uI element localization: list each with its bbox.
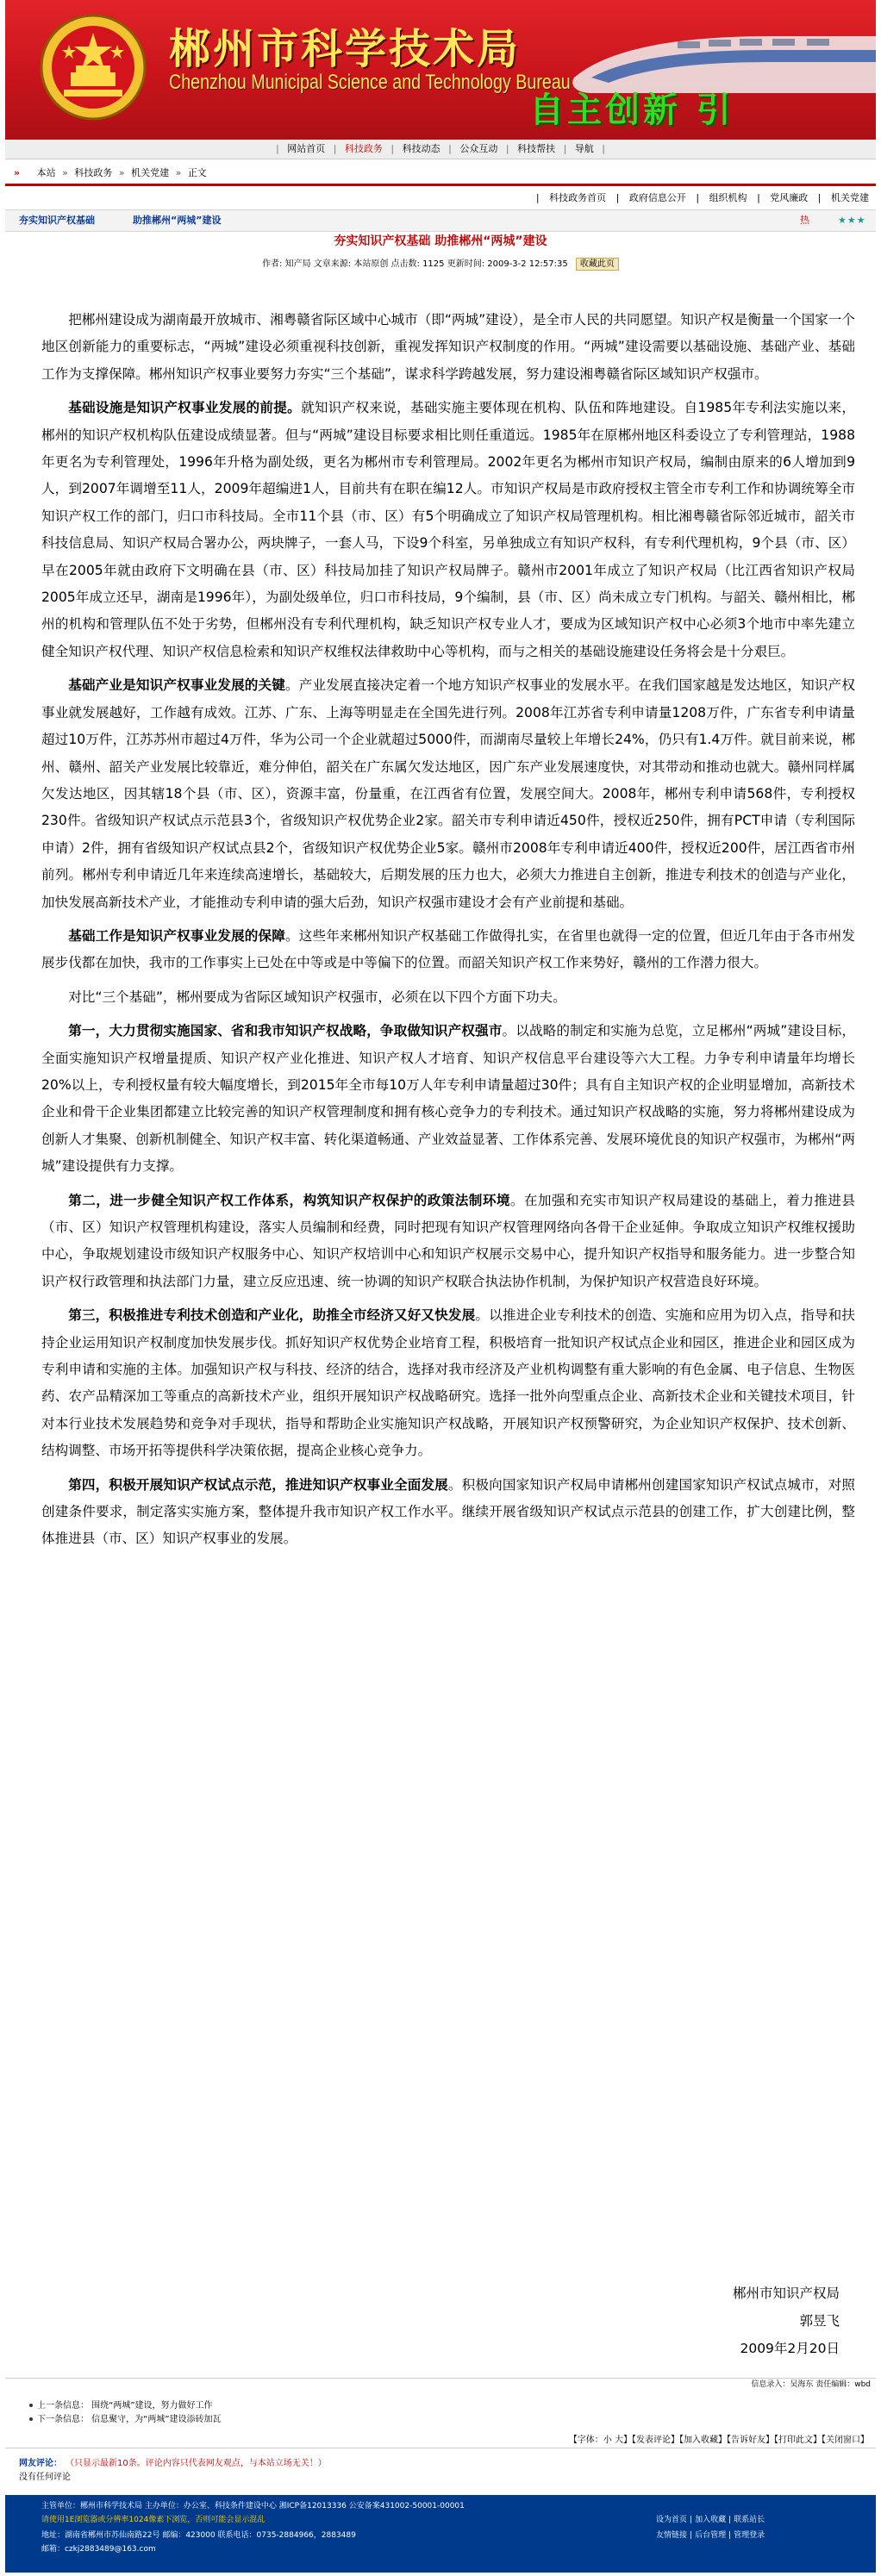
bullet-icon (29, 2404, 33, 2407)
add-favorite-link[interactable]: 加入收藏 (695, 2516, 727, 2524)
subnav-item-integrity[interactable]: 党风廉政 (770, 192, 809, 203)
nav-separator: | (333, 143, 337, 154)
signature-date: 2009年2月20日 (740, 2341, 840, 2356)
comment-empty-text: 没有任何评论 (19, 2473, 71, 2482)
article-body (41, 307, 855, 1560)
nav-item-navigation[interactable]: 导航 (574, 143, 594, 154)
nav-separator: | (563, 143, 567, 154)
breadcrumb-party-building[interactable]: 机关党建 (131, 167, 170, 178)
article-title: 夯实知识产权基础 助推郴州“两城”建设 (334, 234, 547, 248)
comment-area (5, 2458, 876, 2489)
nav-separator: | (757, 192, 760, 203)
breadcrumb-separator: » (62, 167, 68, 178)
contact-admin-link[interactable]: 联系站长 (734, 2516, 765, 2524)
breadcrumb-current: 正文 (187, 167, 207, 178)
comment-note: （只显示最新10条。评论内容只代表网友观点，与本站立场无关！） (66, 2459, 327, 2468)
nav-separator: | (535, 192, 540, 203)
topic-title-left[interactable]: 夯实知识产权基础 (19, 215, 95, 226)
article-paragraph: 基础产业是知识产权事业发展的关键。产业发展直接决定着一个地方知识产权事业的发展水平。在我们国家越是发达地区，知识产权事业就发展越好，工作越有成效。江苏、广东、上海等明显走在全国先进行列。2008年江苏省专利申请量1208万件，广东省专利申请量超过10万件，江苏苏州市超过4万件，华为公司一个企业就超过5000件，而湖南尽量较上年增长24%，仍只有1.4万件。就目前来说，郴州、赣州、韶关产业发展比较靠近，难分伸伯，韶关在广东属欠发达地区，因广东产业发展速度快，对其带动和推动也就大。赣州同样属欠发达地区，因其辖18个县（市、区），资源丰富，份量重，在江西省有位置，发展空间大。2008年，郴州专利申请568件，专利授权230件。省级知识产权试点示范县3个，省级知识产权优势企业2家。韶关市专利申请近450件，授权近250件，拥有PCT申请（专利国际申请）2件，拥有省级知识产权试点县2个，省级知识产权优势企业5家。赣州市2008年专利申请近400件，授权近200件，居江西省市州前列。郴州专利申请近几年来连续高速增长，基础较大，后期发展的压力也大，必须大力推进自主创新，推进专利技术的创造与产业化，加快发展高新技术产业，才能推动专利申请的强大后劲，知识产权强市建设才会有产业前提和基础。 (41, 677, 855, 910)
site-subtitle: Chenzhou Municipal Science and Technology Bureau (169, 71, 571, 94)
breadcrumb-separator: » (175, 167, 182, 178)
nav-separator: | (448, 143, 452, 154)
article-tools-bar (5, 2434, 876, 2448)
sub-navigation-items (533, 190, 872, 206)
favorite-button[interactable]: 收藏此页 (576, 258, 619, 271)
national-emblem-icon (38, 12, 148, 122)
article-meta-text: 作者: 知产局 文章来源: 本站原创 点击数: 1125 更新时间: 2009-3-2 12:57:35 (262, 259, 568, 269)
site-footer (5, 2495, 876, 2573)
article-tools[interactable]: 【字体：小 大】【发表评论】【加入收藏】【告诉好友】【打印此文】【关闭窗口】 (568, 2436, 869, 2445)
set-homepage-link[interactable]: 设为首页 (656, 2516, 688, 2524)
nav-item-home[interactable]: 网站首页 (287, 143, 326, 154)
divider (5, 184, 876, 186)
article-paragraph: 基础工作是知识产权事业发展的保障。这些年来郴州知识产权基础工作做得扎实，在省里也就得一定的位置，但近几年由于各市州发展步伐都在加快，我市的工作事实上已处在中等或是中等偏下的位置。而韶关知识产权工作来势好，赣州的工作潜力很大。 (41, 927, 855, 971)
article-paragraph: 对比“三个基础”，郴州要成为省际区域知识产权强市，必须在以下四个方面下功夫。 (68, 989, 566, 1005)
next-article-link[interactable]: 下一条信息： 信息聚守，为“两城”建设添砖加瓦 (29, 2413, 222, 2427)
subnav-item-party-building[interactable]: 机关党建 (831, 192, 869, 203)
nav-item-sci-news[interactable]: 科技动态 (402, 143, 440, 154)
breadcrumb-site[interactable]: 本站 (36, 167, 56, 178)
article-paragraph: 基础设施是知识产权事业发展的前提。就知识产权来说，基础实施主要体现在机构、队伍和阵地建设。自1985年专利法实施以来，郴州的知识产权机构队伍建设成绩显著。但与“两城”建设目标要求相比则任重道远。1985年在原郴州地区科委设立了专利管理站，1988年更名为专利管理处，1996年升格为副处级，更名为郴州市专利管理局。2002年更名为郴州市知识产权局，编制由原来的6人增加到9人，到2007年调增至11人，2009年超编进1人，目前共有在职在编12人。市知识产权局是市政府授权主管全市专利工作和协调统筹全市知识产权工作的部门，归口市科技局。全市11个县（市、区）有5个明确成立了知识产权局管理机构。相比湘粤赣省际邻近城市，韶关市科技信息局、知识产权局合署办公，两块牌子，一套人马，下设9个科室，另单独成立有知识产权科，有专利代理机构，9个县（市、区）早在2005年就由政府下文明确在县（市、区）科技局加挂了知识产权局牌子。赣州市2001年成立了知识产权局（比江西省知识产权局2005年成立还早，湖南是1996年），为副处级单位，归口市科技局，9个编制，县（市、区）尚未成立专门机构。与韶关、赣州相比，郴州的机构和管理队伍不处于劣势，但郴州没有专利代理机构，缺乏知识产权专业人才，要成为区域知识产权中心必须3个地市中率先建立健全知识产权代理、知识产权信息检索和知识产权维权法律救助中心等机构，而与之相关的基础设施建设任务将会是十分艰巨。 (41, 400, 855, 659)
breadcrumb-sci-affairs[interactable]: 科技政务 (74, 167, 113, 178)
sub-navigation (5, 190, 876, 206)
topic-title-right[interactable]: 助推郴州“两城”建设 (133, 215, 222, 226)
subnav-item-affairs-home[interactable]: 科技政务首页 (549, 192, 607, 203)
slogan-text: 自主创新 引 (529, 90, 734, 130)
nav-separator: | (602, 143, 606, 154)
subnav-item-info-disclosure[interactable]: 政府信息公开 (628, 192, 686, 203)
nav-item-public-interaction[interactable]: 公众互动 (459, 143, 498, 154)
article-paragraph: 第三，积极推进专利技术创造和产业化，助推全市经济又好又快发展。以推进企业专利技术的创造、实施和应用为切入点，指导和扶持企业运用知识产权制度加快发展步伐。抓好知识产权优势企业培育工程，积极培育一批知识产权试点企业和园区，推进企业和园区成为专利申请和实施的主体。加强知识产权与科技、经济的结合，选择对我市经济及产业机构调整有重大影响的有色金属、电子信息、生物医药、农产品精深加工等重点的高新技术产业，组织开展知识产权战略研究。选择一批外向型重点企业、高新技术企业和关键技术项目，针对本行业技术发展趋势和竞争对手现状，指导和帮助企业实施知识产权战略，开展知识产权预警研究，为企业知识产权保护、技术创新、结构调整、市场开拓等提供科学决策依据，提高企业核心竞争力。 (41, 1307, 855, 1459)
footer-browser-note: 请使用1E浏览器或分辨率1024像素下浏览，否则可能会显示混乱 (41, 2516, 266, 2524)
article-signature (495, 2280, 840, 2362)
topic-bar (5, 209, 876, 232)
rating-stars-icon: ★★★ (838, 215, 866, 226)
admin-login-link[interactable]: 管理登录 (734, 2531, 765, 2540)
article-paragraph: 把郴州建设成为湖南最开放城市、湘粤赣省际区域中心城市（即“两城”建设），是全市人民的共同愿望。知识产权是衡量一个国家一个地区创新能力的重要标志，“两城”建设必须重视科技创新，重视发挥知识产权制度的作用。“两城”建设需要以基础设施、基础产业、基础工作为支撑保障。郴州知识产权事业要努力夯实“三个基础”，谋求科学跨越发展，努力建设湘粤赣省际区域知识产权强市。 (41, 312, 855, 382)
nav-separator: | (696, 192, 700, 203)
article-paragraph: 第四，积极开展知识产权试点示范，推进知识产权事业全面发展。积极向国家知识产权局申请郴州创建国家知识产权试点城市，对照创建条件要求，制定落实实施方案，整体提升我市知识产权工作水平。继续开展省级知识产权试点示范县的创建工作，扩大创建比例，整体推进县（市、区）知识产权事业的发展。 (41, 1476, 855, 1547)
entry-info: 信息录入：吴海东 责任编辑：wbd (751, 2380, 871, 2389)
footer-links-row-1: 设为首页 | 加入收藏 | 联系站长 (653, 2514, 767, 2527)
nav-item-sci-affairs[interactable]: 科技政务 (344, 143, 383, 154)
footer-links-row-2: 友情链接 | 后台管理 | 管理登录 (653, 2529, 767, 2542)
comment-label: 网友评论： (19, 2459, 62, 2468)
footer-org-info: 主管单位：郴州市科学技术局 主办单位：办公室、科技条件建设中心 湘ICP备12013336 公安备案431002-50001-00001 (41, 2502, 465, 2511)
prev-next-links (29, 2399, 222, 2427)
site-title: 郴州市科学技术局 (169, 25, 522, 73)
article-paragraph: 第一，大力贯彻实施国家、省和我市知识产权战略，争取做知识产权强市。以战略的制定和实施为总览，立足郴州“两城”建设目标，全面实施知识产权增量提质、知识产权产业化推进、知识产权人才培育、知识产权信息平台建设等六大工程。力争专利申请量年均增长20%以上，专利授权量有较大幅度增长，到2015年全市每10万人年专利申请量超过30件；具有自主知识产权的企业明显增加，高新技术企业和骨干企业集团都建立比较完善的知识产权管理制度和拥有核心竞争力的专利技术。通过知识产权战略的实施，努力将郴州建设成为创新人才集聚、创新机制健全、知识产权丰富、转化渠道畅通、产业效益显著、工作体系完善、发展环境优良的知识产权强市，为郴州“两城”建设提供有力支撑。 (41, 1023, 855, 1175)
entry-info-bar (5, 2378, 876, 2391)
nav-separator: | (391, 143, 395, 154)
bullet-icon (29, 2417, 33, 2421)
nav-item-sci-assistance[interactable]: 科技帮扶 (517, 143, 556, 154)
breadcrumb (5, 165, 876, 181)
article-paragraph: 第二，进一步健全知识产权工作体系，构筑知识产权保护的政策法制环境。在加强和充实市知识产权局建设的基础上，着力推进县（市、区）知识产权管理机构建设，落实人员编制和经费，同时把现有知识产权管理网络向各骨干企业延伸。争取成立知识产权维权援助中心，争取规划建设市级知识产权服务中心、知识产权培训中心和知识产权展示交易中心，提升知识产权指导和服务能力。进一步整合知识产权行政管理和执法部门力量，建立反应迅速、统一协调的知识产权联合执法协作机制，为保护知识产权营造良好环境。 (41, 1192, 855, 1289)
prev-article-link[interactable]: 上一条信息： 围绕“两城”建设，努力做好工作 (29, 2399, 222, 2413)
friend-links-link[interactable]: 友情链接 (656, 2531, 688, 2540)
main-navigation (5, 140, 876, 159)
footer-address: 地址：湖南省郴州市苏仙南路22号 邮编：423000 联系电话：0735-2884966，2883489 (41, 2531, 356, 2540)
nav-separator: | (505, 143, 509, 154)
site-banner (5, 0, 876, 140)
breadcrumb-separator: » (118, 167, 125, 178)
article-meta (5, 258, 876, 271)
breadcrumb-arrow-icon: » (14, 167, 21, 178)
nav-separator: | (615, 192, 620, 203)
signature-organization: 郴州市知识产权局 (732, 2286, 840, 2301)
hot-label: 热 (800, 215, 809, 226)
admin-link[interactable]: 后台管理 (695, 2531, 727, 2540)
nav-separator: | (817, 192, 822, 203)
nav-separator: | (275, 143, 279, 154)
subnav-item-organization[interactable]: 组织机构 (709, 192, 747, 203)
footer-email: 邮箱：czkj2883489@163.com (41, 2545, 156, 2554)
signature-author: 郭昱飞 (799, 2313, 840, 2329)
